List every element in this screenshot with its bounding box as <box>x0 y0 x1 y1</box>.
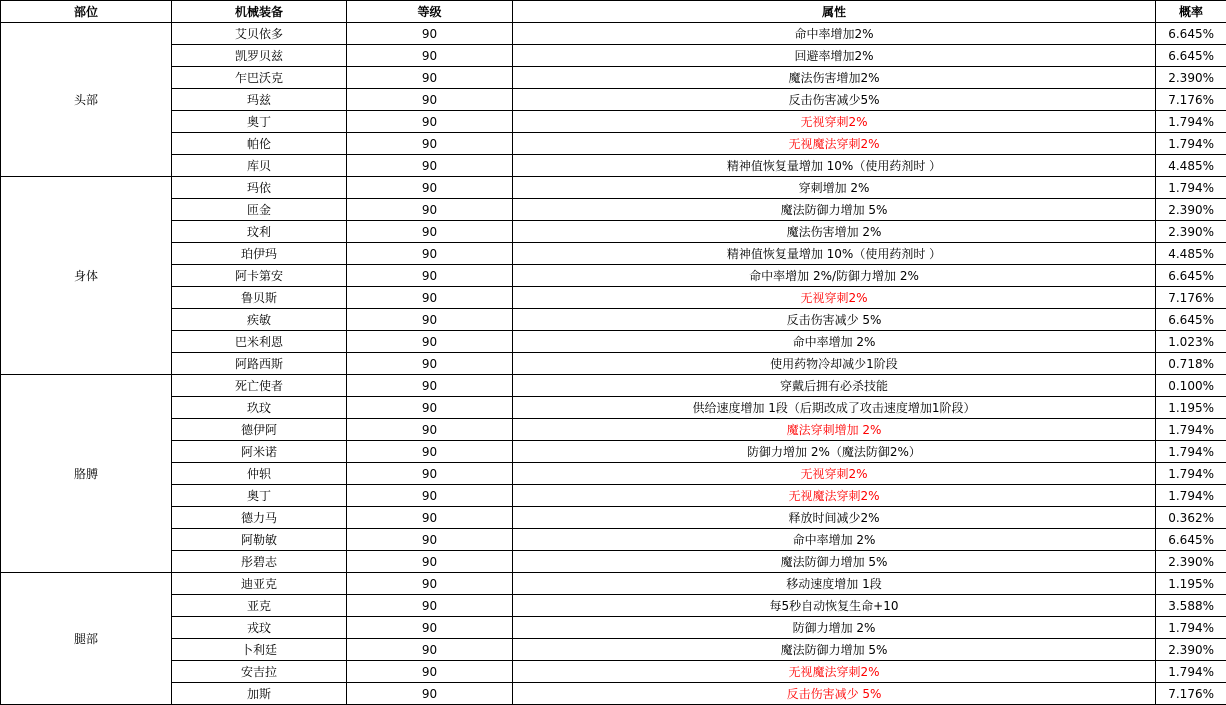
table-row <box>1 177 1226 199</box>
prob-cell: 0.718% <box>1156 353 1226 375</box>
attr-cell: 魔法伤害增加 2% <box>513 221 1156 243</box>
table-row <box>1 529 1226 551</box>
attr-cell: 防御力增加 2%（魔法防御2%） <box>513 441 1156 463</box>
level-cell: 90 <box>347 111 513 133</box>
table-row <box>1 463 1226 485</box>
table-row <box>1 265 1226 287</box>
attr-cell: 供给速度增加 1段（后期改成了攻击速度增加1阶段） <box>513 397 1156 419</box>
prob-cell: 1.794% <box>1156 661 1226 683</box>
equip-cell: 艾贝依多 <box>172 23 347 45</box>
attr-cell: 移动速度增加 1段 <box>513 573 1156 595</box>
equip-cell: 乍巴沃克 <box>172 67 347 89</box>
attr-cell: 命中率增加 2%/防御力增加 2% <box>513 265 1156 287</box>
prob-cell: 3.588% <box>1156 595 1226 617</box>
header-level: 等级 <box>347 1 513 23</box>
equip-cell: 德力马 <box>172 507 347 529</box>
table-row <box>1 353 1226 375</box>
level-cell: 90 <box>347 199 513 221</box>
prob-cell: 0.362% <box>1156 507 1226 529</box>
prob-cell: 1.794% <box>1156 133 1226 155</box>
prob-cell: 7.176% <box>1156 89 1226 111</box>
table-row <box>1 89 1226 111</box>
level-cell: 90 <box>347 309 513 331</box>
level-cell: 90 <box>347 397 513 419</box>
equip-cell: 库贝 <box>172 155 347 177</box>
table-row <box>1 309 1226 331</box>
equip-cell: 帕伦 <box>172 133 347 155</box>
attr-cell: 无视穿刺2% <box>513 463 1156 485</box>
table-row <box>1 243 1226 265</box>
prob-cell: 2.390% <box>1156 639 1226 661</box>
header-attr: 属性 <box>513 1 1156 23</box>
level-cell: 90 <box>347 485 513 507</box>
table-row <box>1 617 1226 639</box>
table-row <box>1 397 1226 419</box>
level-cell: 90 <box>347 507 513 529</box>
table-row <box>1 551 1226 573</box>
attr-cell: 无视魔法穿刺2% <box>513 485 1156 507</box>
level-cell: 90 <box>347 639 513 661</box>
equip-cell: 仲轵 <box>172 463 347 485</box>
table-row <box>1 639 1226 661</box>
attr-cell: 反击伤害减少 5% <box>513 683 1156 705</box>
table-row <box>1 331 1226 353</box>
table-row <box>1 67 1226 89</box>
table-row <box>1 573 1226 595</box>
table-body <box>1 23 1226 705</box>
level-cell: 90 <box>347 683 513 705</box>
level-cell: 90 <box>347 595 513 617</box>
level-cell: 90 <box>347 617 513 639</box>
part-cell: 胳膊 <box>1 375 172 573</box>
attr-cell: 精神值恢复量增加 10%（使用药剂时 ） <box>513 155 1156 177</box>
header-equip: 机械装备 <box>172 1 347 23</box>
equip-cell: 奥丁 <box>172 111 347 133</box>
attr-cell: 魔法穿刺增加 2% <box>513 419 1156 441</box>
attr-cell: 无视魔法穿刺2% <box>513 133 1156 155</box>
equip-cell: 奥丁 <box>172 485 347 507</box>
table-row <box>1 661 1226 683</box>
attr-cell: 魔法防御力增加 5% <box>513 639 1156 661</box>
equip-cell: 戎玟 <box>172 617 347 639</box>
equip-cell: 鲁贝斯 <box>172 287 347 309</box>
prob-cell: 1.794% <box>1156 485 1226 507</box>
attr-cell: 防御力增加 2% <box>513 617 1156 639</box>
equip-cell: 阿米诺 <box>172 441 347 463</box>
equip-cell: 彤碧志 <box>172 551 347 573</box>
level-cell: 90 <box>347 463 513 485</box>
prob-cell: 1.794% <box>1156 419 1226 441</box>
equip-cell: 巴米利恩 <box>172 331 347 353</box>
prob-cell: 2.390% <box>1156 199 1226 221</box>
equip-cell: 玛兹 <box>172 89 347 111</box>
table-row <box>1 441 1226 463</box>
attr-cell: 魔法伤害增加2% <box>513 67 1156 89</box>
attr-cell: 无视穿刺2% <box>513 287 1156 309</box>
level-cell: 90 <box>347 67 513 89</box>
level-cell: 90 <box>347 177 513 199</box>
equip-cell: 阿路西斯 <box>172 353 347 375</box>
level-cell: 90 <box>347 661 513 683</box>
table-row <box>1 45 1226 67</box>
prob-cell: 4.485% <box>1156 155 1226 177</box>
equip-cell: 玖玟 <box>172 397 347 419</box>
level-cell: 90 <box>347 287 513 309</box>
table-row <box>1 419 1226 441</box>
equip-cell: 死亡使者 <box>172 375 347 397</box>
level-cell: 90 <box>347 375 513 397</box>
attr-cell: 使用药物冷却减少1阶段 <box>513 353 1156 375</box>
attr-cell: 反击伤害减少 5% <box>513 309 1156 331</box>
level-cell: 90 <box>347 331 513 353</box>
table-row <box>1 199 1226 221</box>
header-prob: 概率 <box>1156 1 1226 23</box>
attr-cell: 无视穿刺2% <box>513 111 1156 133</box>
attr-cell: 回避率增加2% <box>513 45 1156 67</box>
equip-cell: 疾敏 <box>172 309 347 331</box>
table-row <box>1 683 1226 705</box>
equip-cell: 珀伊玛 <box>172 243 347 265</box>
table-row <box>1 507 1226 529</box>
attr-cell: 无视魔法穿刺2% <box>513 661 1156 683</box>
level-cell: 90 <box>347 243 513 265</box>
attr-cell: 魔法防御力增加 5% <box>513 199 1156 221</box>
equip-cell: 玛依 <box>172 177 347 199</box>
equip-cell: 迪亚克 <box>172 573 347 595</box>
attr-cell: 命中率增加2% <box>513 23 1156 45</box>
level-cell: 90 <box>347 573 513 595</box>
prob-cell: 7.176% <box>1156 287 1226 309</box>
prob-cell: 1.794% <box>1156 463 1226 485</box>
table-row <box>1 111 1226 133</box>
header-part: 部位 <box>1 1 172 23</box>
equip-cell: 亚克 <box>172 595 347 617</box>
equip-cell: 德伊阿 <box>172 419 347 441</box>
table-row <box>1 133 1226 155</box>
equip-cell: 卜利廷 <box>172 639 347 661</box>
table-row <box>1 485 1226 507</box>
prob-cell: 1.023% <box>1156 331 1226 353</box>
level-cell: 90 <box>347 419 513 441</box>
level-cell: 90 <box>347 551 513 573</box>
table-row <box>1 595 1226 617</box>
attr-cell: 释放时间减少2% <box>513 507 1156 529</box>
equip-cell: 匝金 <box>172 199 347 221</box>
prob-cell: 6.645% <box>1156 45 1226 67</box>
prob-cell: 1.794% <box>1156 177 1226 199</box>
prob-cell: 0.100% <box>1156 375 1226 397</box>
attr-cell: 穿戴后拥有必杀技能 <box>513 375 1156 397</box>
equip-cell: 玟利 <box>172 221 347 243</box>
prob-cell: 2.390% <box>1156 67 1226 89</box>
equip-cell: 加斯 <box>172 683 347 705</box>
level-cell: 90 <box>347 155 513 177</box>
prob-cell: 1.794% <box>1156 111 1226 133</box>
prob-cell: 1.195% <box>1156 397 1226 419</box>
table-row <box>1 221 1226 243</box>
level-cell: 90 <box>347 265 513 287</box>
prob-cell: 6.645% <box>1156 309 1226 331</box>
attr-cell: 每5秒自动恢复生命+10 <box>513 595 1156 617</box>
prob-cell: 6.645% <box>1156 23 1226 45</box>
prob-cell: 7.176% <box>1156 683 1226 705</box>
level-cell: 90 <box>347 133 513 155</box>
level-cell: 90 <box>347 23 513 45</box>
attr-cell: 穿刺增加 2% <box>513 177 1156 199</box>
table-row <box>1 155 1226 177</box>
prob-cell: 2.390% <box>1156 221 1226 243</box>
table-row <box>1 375 1226 397</box>
level-cell: 90 <box>347 353 513 375</box>
equip-cell: 凯罗贝兹 <box>172 45 347 67</box>
level-cell: 90 <box>347 441 513 463</box>
prob-cell: 2.390% <box>1156 551 1226 573</box>
prob-cell: 1.794% <box>1156 617 1226 639</box>
prob-cell: 6.645% <box>1156 529 1226 551</box>
part-cell: 身体 <box>1 177 172 375</box>
part-cell: 腿部 <box>1 573 172 705</box>
prob-cell: 1.794% <box>1156 441 1226 463</box>
part-cell: 头部 <box>1 23 172 177</box>
attr-cell: 精神值恢复量增加 10%（使用药剂时 ） <box>513 243 1156 265</box>
level-cell: 90 <box>347 45 513 67</box>
header-row <box>1 1 1226 23</box>
attr-cell: 魔法防御力增加 5% <box>513 551 1156 573</box>
level-cell: 90 <box>347 89 513 111</box>
level-cell: 90 <box>347 529 513 551</box>
prob-cell: 4.485% <box>1156 243 1226 265</box>
equip-cell: 阿卡第安 <box>172 265 347 287</box>
table-row <box>1 287 1226 309</box>
level-cell: 90 <box>347 221 513 243</box>
prob-cell: 6.645% <box>1156 265 1226 287</box>
equip-cell: 安吉拉 <box>172 661 347 683</box>
attr-cell: 命中率增加 2% <box>513 331 1156 353</box>
equip-cell: 阿勒敏 <box>172 529 347 551</box>
prob-cell: 1.195% <box>1156 573 1226 595</box>
table-row <box>1 23 1226 45</box>
attr-cell: 反击伤害减少5% <box>513 89 1156 111</box>
attr-cell: 命中率增加 2% <box>513 529 1156 551</box>
